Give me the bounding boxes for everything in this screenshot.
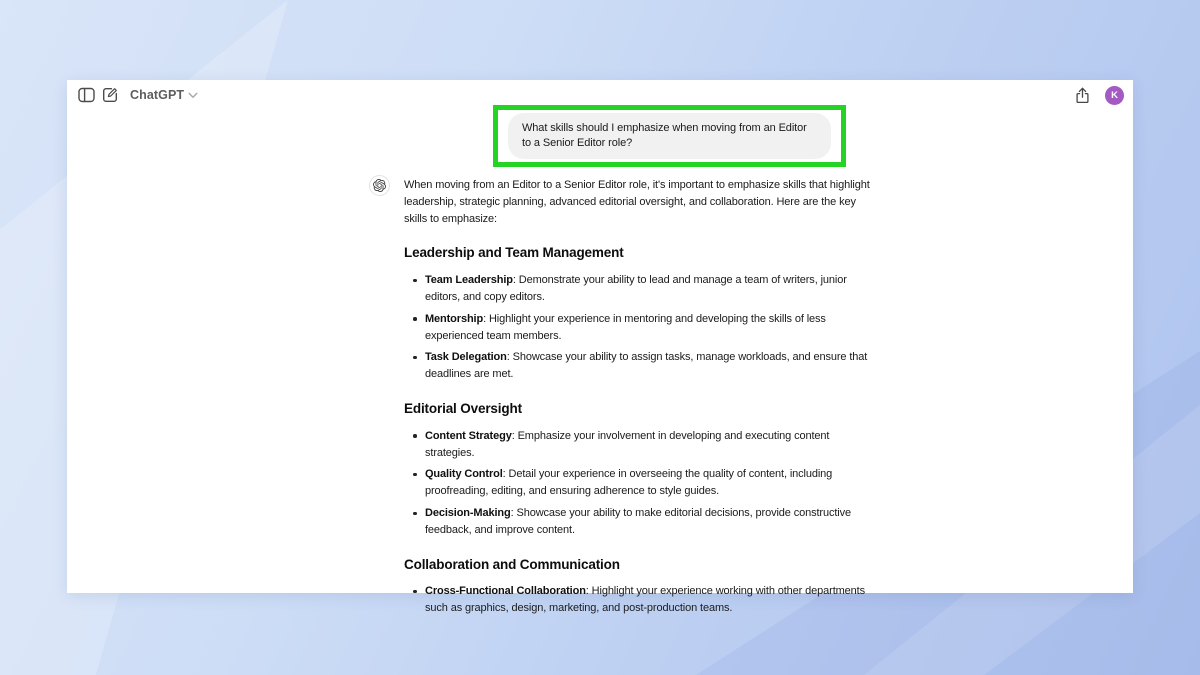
sidebar-toggle-button[interactable]	[74, 83, 98, 107]
share-icon	[1075, 87, 1090, 104]
section-heading: Leadership and Team Management	[404, 245, 624, 261]
highlight-annotation-box	[493, 105, 846, 167]
new-chat-icon	[102, 87, 118, 103]
assistant-message	[369, 174, 909, 622]
bullet-term: Cross-Functional Collaboration	[425, 585, 586, 598]
bullet-item: Mentorship: Highlight your experience in mentoring and developing the skills of less experienced team members.	[413, 311, 872, 345]
sidebar-toggle-icon	[78, 87, 95, 103]
bullet-term: Quality Control	[425, 468, 503, 481]
bullet-term: Mentorship	[425, 312, 484, 325]
openai-logo-icon	[369, 175, 390, 196]
model-title: ChatGPT	[130, 88, 185, 102]
bullet-item: Quality Control: Detail your experience in overseeing the quality of content, including proofreading, editing, and ensuring adherence to style guides.	[413, 466, 872, 500]
section-heading: Collaboration and Communication	[404, 556, 620, 572]
assistant-intro: When moving from an Editor to a Senior Editor role, it's important to emphasize skills that highlight leadership, strategic planning, advanced editorial oversight, and collaboration. Here are the key skills to emphasize:	[404, 179, 870, 225]
bullet-item: Cross-Functional Collaboration: Highlight your experience working with other departments such as graphics, design, marketing, and post-production teams.	[413, 583, 872, 617]
header-right	[1070, 83, 1124, 107]
user-message-bubble: What skills should I emphasize when moving from an Editor to a Senior Editor role?	[508, 113, 831, 159]
chatgpt-window	[67, 80, 1133, 615]
assistant-content	[404, 174, 872, 622]
model-switcher[interactable]	[130, 86, 198, 104]
bullet-item: Task Delegation: Showcase your ability to assign tasks, manage workloads, and ensure that deadlines are met.	[413, 349, 872, 383]
assistant-section	[404, 401, 872, 539]
bullet-term: Content Strategy	[425, 429, 512, 442]
section-list	[404, 428, 872, 539]
bullet-term: Decision-Making	[425, 506, 511, 519]
bullet-term: Task Delegation	[425, 351, 507, 364]
account-avatar[interactable]: K	[1105, 86, 1124, 105]
bullet-item: Content Strategy: Emphasize your involvement in developing and executing content strategies.	[413, 428, 872, 462]
assistant-section	[404, 245, 872, 383]
bullet-item: Team Leadership: Demonstrate your ability to lead and manage a team of writers, junior editors, and copy editors.	[413, 272, 872, 306]
section-list	[404, 583, 872, 617]
section-list	[404, 272, 872, 383]
section-heading: Editorial Oversight	[404, 400, 522, 416]
bullet-item: Decision-Making: Showcase your ability to make editorial decisions, provide constructive feedback, and improve content.	[413, 505, 872, 539]
bullet-term: Team Leadership	[425, 274, 513, 287]
chevron-down-icon	[188, 86, 198, 104]
new-chat-button[interactable]	[98, 83, 122, 107]
assistant-section	[404, 557, 872, 617]
share-button[interactable]	[1070, 83, 1094, 107]
assistant-sections	[404, 245, 872, 617]
